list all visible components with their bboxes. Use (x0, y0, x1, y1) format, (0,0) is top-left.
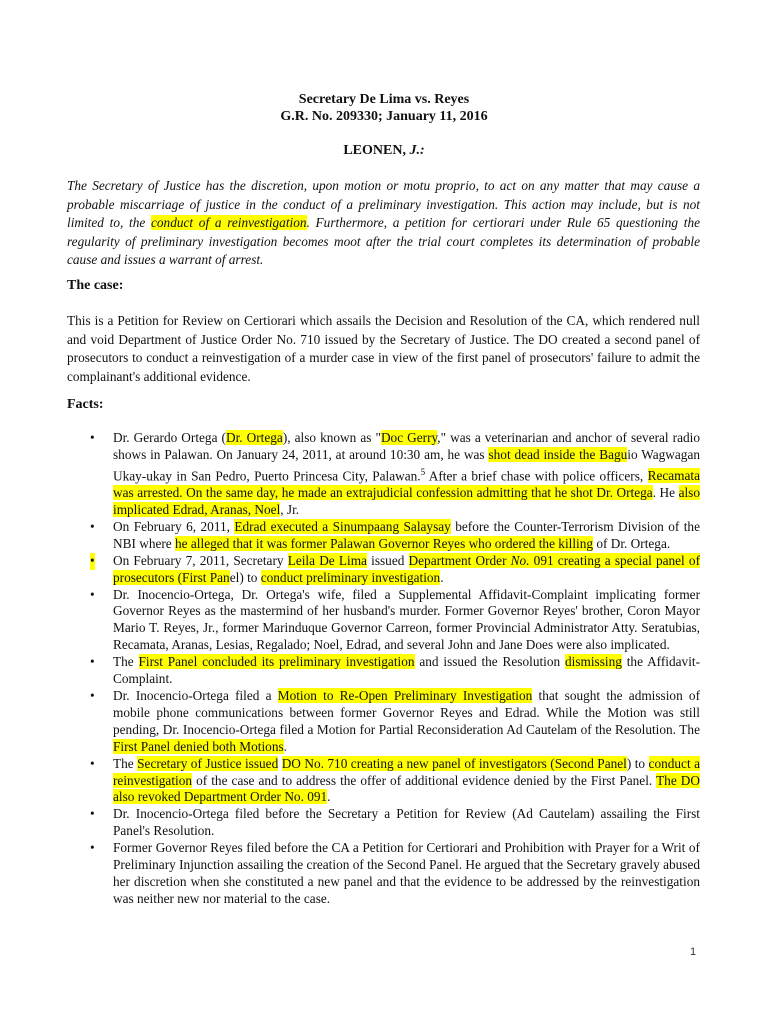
footnote-marker: 5 (420, 466, 426, 477)
fact-text: ," was a veterinarian and anchor of several radio shows in Palawan. On January 24, 2011, at around 10:30 am, he was (113, 430, 701, 462)
bullet-icon: • (90, 552, 95, 568)
fact-text: After a brief chase with police officers, (425, 468, 648, 484)
fact-text: io Wagwagan Ukay-ukay in San Pedro, Puerto Princesa City, Palawan. (113, 446, 701, 484)
fact-item (67, 688, 700, 756)
bullet-icon: • (90, 430, 95, 445)
bullet-icon: • (90, 688, 95, 704)
fact-text: . (283, 738, 287, 754)
fact-text: , Jr. (280, 502, 300, 518)
highlighted-text: Doc Gerry (380, 430, 438, 445)
facts-heading: Facts: (67, 397, 104, 412)
highlighted-text: DO No. 710 creating a new panel of investigators (Second Panel (281, 755, 627, 771)
case-title: Secretary De Lima vs. Reyes (298, 92, 470, 107)
fact-text: of the case and to address the offer of additional evidence denied by the First Panel. (192, 772, 657, 788)
fact-item (67, 654, 700, 688)
fact-text: and issued the Resolution (414, 654, 565, 670)
bullet-icon: • (90, 840, 95, 856)
ponente-suffix: J.: (409, 143, 425, 158)
fact-text: ), also known as " (282, 430, 381, 445)
highlighted-text: Department Order (408, 552, 511, 568)
highlighted-text: No. (510, 552, 530, 568)
highlighted-text: Edrad executed a Sinumpaang Salaysay (234, 518, 451, 534)
fact-item (67, 806, 700, 840)
bullet-icon: • (90, 586, 95, 602)
highlighted-text: Dr. Ortega (225, 430, 283, 445)
fact-text: that sought the admission of mobile phone communications between former Governor Reyes and Edrad. While the Motion was still pending, Dr. Inocencio-Ortega filed a Motion for Partial Reconsideration Ad Cautelam of the Resolution. The (113, 688, 701, 737)
highlighted-text: First Panel concluded its preliminary investigation (138, 654, 415, 670)
doctrine-text-before: The Secretary of Justice has the discretion, upon motion or motu proprio, to act on any matter that may cause a probable miscarriage of justice in the conduct of a preliminary investigation. This action may include, but is not limited to, the (67, 178, 700, 231)
facts-list (67, 430, 700, 908)
fact-text: On February 6, 2011, (113, 518, 235, 534)
highlighted-text: shot dead inside the Bagu (488, 446, 628, 462)
fact-text: el) to (229, 569, 261, 585)
highlighted-text: First Panel denied both Motions (113, 738, 284, 754)
fact-text: the Affidavit-Complaint. (113, 654, 701, 687)
fact-text: Dr. Inocencio-Ortega filed a (113, 688, 278, 704)
case-paragraph: This is a Petition for Review on Certiorari which assails the Decision and Resolution of the CA, which rendered null and void Department of Justice Order No. 710 issued by the Secretary of Justice. The DO created a second panel of prosecutors to conduct a reinvestigation of a murder case in view of the first panel of prosecutors' failure to admit the complainant's additional evidence. (67, 313, 700, 384)
case-citation: G.R. No. 209330; January 11, 2016 (280, 109, 488, 124)
doctrine-text-after: . Furthermore, a petition for certiorari under Rule 65 questioning the regularity of preliminary investigation becomes moot after the trial court completes its determination of probable cause and issues a warrant of arrest. (67, 215, 700, 268)
fact-item (67, 840, 700, 908)
highlighted-text: also implicated Edrad, Aranas, Noel (113, 485, 700, 518)
bullet-icon: • (90, 806, 95, 822)
ponente (0, 143, 768, 159)
doctrine-paragraph (67, 177, 700, 270)
fact-text: of Dr. Ortega. (593, 535, 671, 551)
highlighted-text: Leila De Lima (287, 552, 367, 568)
highlighted-text: conduct a reinvestigation (113, 755, 701, 788)
fact-item (67, 519, 700, 553)
bullet-icon: • (90, 654, 95, 670)
highlighted-text: he alleged that it was former Palawan Governor Reyes who ordered the killing (175, 535, 594, 551)
page-number: 1 (690, 946, 697, 958)
highlighted-text: Secretary of Justice issued (137, 755, 279, 771)
fact-text: Dr. Gerardo Ortega ( (113, 430, 226, 445)
fact-text: ) to (626, 755, 649, 771)
fact-text: The (113, 654, 139, 670)
highlighted-text: The DO also revoked Department Order No. 091 (113, 772, 701, 805)
fact-text: issued (366, 552, 409, 568)
highlighted-text: Recamata was arrested. On the same day, he made an extrajudicial confession admitting that he shot Dr. Ortega (113, 468, 701, 501)
highlighted-text: 091 creating a special panel of prosecutors (First Pan (113, 552, 700, 585)
fact-text: . (440, 569, 444, 585)
case-title-block (0, 91, 768, 125)
fact-item (67, 553, 700, 587)
highlighted-text: Motion to Re-Open Preliminary Investigation (277, 688, 533, 704)
highlighted-text: dismissing (565, 654, 622, 670)
case-heading: The case: (67, 278, 124, 293)
fact-text: Dr. Inocencio-Ortega filed before the Secretary a Petition for Review (Ad Cautelam) assailing the First Panel's Resolution. (113, 806, 700, 839)
highlighted-text: conduct preliminary investigation (260, 569, 441, 585)
bullet-icon: • (90, 518, 95, 534)
fact-item (67, 430, 700, 519)
fact-text: On February 7, 2011, Secretary (113, 552, 288, 568)
fact-text: Former Governor Reyes filed before the CA a Petition for Certiorari and Prohibition with Prayer for a Writ of Preliminary Injunction assailing the creation of the Second Panel. He argued that the Secretary gravely abused her discretion when she constituted a new panel and that the evidence to be addressed by the reinvestigation was neither new nor material to the case. (113, 840, 700, 906)
ponente-name: LEONEN, (343, 143, 410, 158)
doctrine-highlight: conduct of a reinvestigation (151, 215, 307, 231)
fact-item (67, 756, 700, 807)
fact-item (67, 587, 700, 655)
fact-text: Dr. Inocencio-Ortega, Dr. Ortega's wife, filed a Supplemental Affidavit-Complaint implicating former Governor Reyes as the mastermind of her husband's murder. Former Governor Reyes' brother, Coron Mayor Mario T. Reyes, Jr., former Marinduque Governor Carreon, former Provincial Administrator Atty. Seratubias, Recamata, Aranas, Lesias, Regalado; Noel, Edrad, and several John and Jane Does were also implicated. (113, 586, 700, 653)
fact-text: . (327, 789, 331, 805)
fact-text: The (113, 755, 138, 771)
fact-text: . He (652, 485, 679, 501)
bullet-icon: • (90, 755, 95, 771)
fact-text: before the Counter-Terrorism Division of the NBI where (113, 518, 700, 551)
